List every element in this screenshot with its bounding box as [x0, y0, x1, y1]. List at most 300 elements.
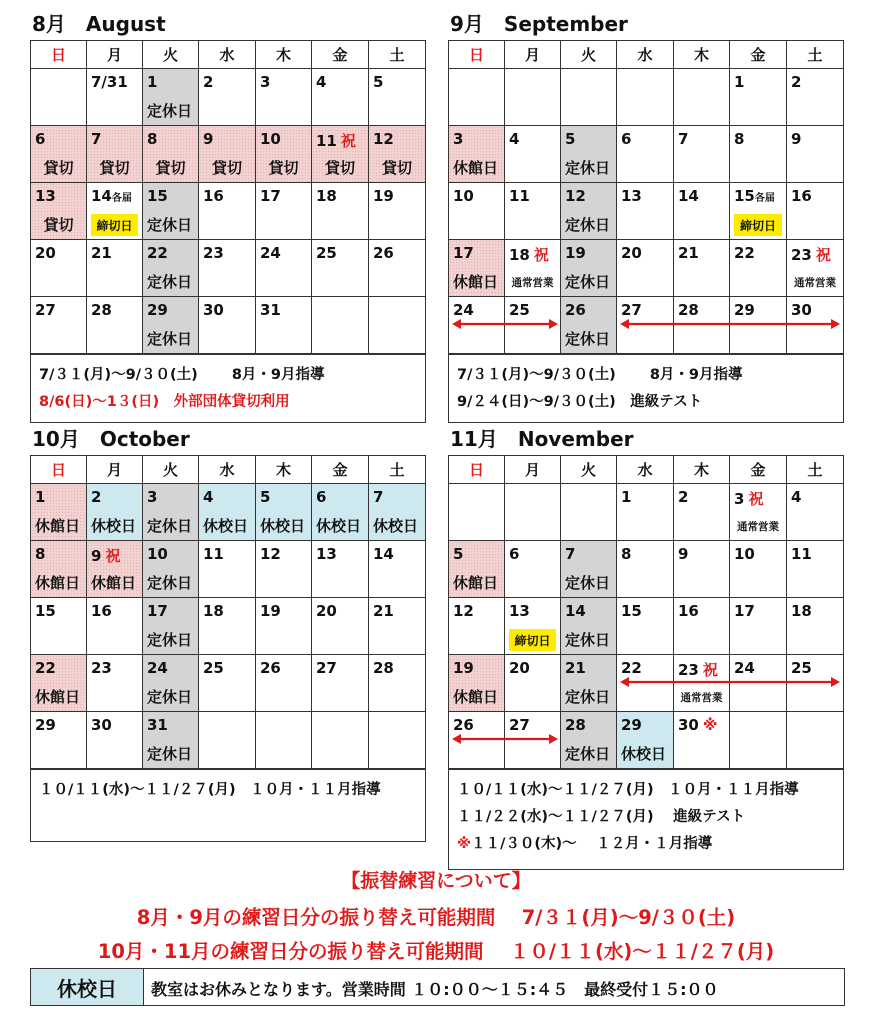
day-number [260, 187, 281, 205]
weekday-header: 日 [31, 41, 87, 69]
holiday-mark: 祝 [815, 246, 831, 264]
day-number-text: 25 [203, 659, 224, 677]
day-number [91, 488, 101, 506]
day-number [316, 602, 337, 620]
day-status-label: 定休日 [147, 574, 193, 592]
day-number [91, 73, 128, 91]
day-cell [199, 712, 256, 769]
day-number-text: 26 [373, 244, 394, 262]
day-number-text: 24 [734, 659, 755, 677]
day-number-text: 9 [91, 547, 102, 565]
test-period-arrow [452, 318, 558, 330]
day-status-label: 貸切 [99, 159, 130, 177]
day-status-label: 貸切 [324, 159, 355, 177]
day-number-text: 7 [565, 545, 576, 563]
day-number-text: 11 [316, 132, 337, 150]
day-cell [561, 126, 617, 183]
day-number-text: 26 [565, 301, 586, 319]
day-number [147, 73, 157, 91]
day-number-text: 27 [316, 659, 337, 677]
day-number [453, 602, 474, 620]
day-number-text: 28 [91, 301, 112, 319]
month-title: 11月 November [450, 427, 634, 451]
month-calendar [448, 40, 844, 423]
day-status-label: 定休日 [147, 330, 193, 348]
day-cell [31, 655, 87, 712]
day-cell [199, 484, 256, 541]
day-cell [31, 240, 87, 297]
day-status-label: 定休日 [147, 688, 193, 706]
day-number [147, 130, 157, 148]
day-status-label: 休校日 [203, 517, 249, 535]
weekday-header: 水 [617, 456, 674, 484]
day-number-text: 24 [260, 244, 281, 262]
day-number [35, 716, 56, 734]
day-cell [674, 541, 730, 598]
day-number [621, 716, 642, 734]
day-status-label: 休校日 [621, 745, 667, 763]
day-number-text: 11 [203, 545, 224, 563]
note-line: １１/２２(水)～１１/２７(月) 進級テスト [457, 809, 746, 825]
day-number-text: 16 [91, 602, 112, 620]
day-number-text: 23 [678, 661, 699, 679]
deadline-note: 各届 [111, 193, 132, 204]
weekday-header: 月 [505, 41, 561, 69]
day-number-text: 4 [509, 130, 520, 148]
day-number [203, 301, 224, 319]
day-number-text: 15 [734, 187, 755, 205]
day-status-label: 休館日 [453, 688, 499, 706]
day-number-text: 14 [373, 545, 394, 563]
day-number-text: 21 [91, 244, 112, 262]
day-number [373, 244, 394, 262]
day-number [453, 716, 474, 734]
day-number [621, 187, 642, 205]
day-cell [87, 126, 143, 183]
day-number-text: 1 [734, 73, 745, 91]
note-mark: ※ [702, 716, 718, 734]
day-number [565, 602, 586, 620]
day-number [621, 488, 631, 506]
day-cell [31, 712, 87, 769]
day-number-text: 14 [91, 187, 112, 205]
day-cell [505, 655, 561, 712]
day-cell [617, 598, 674, 655]
day-cell [787, 69, 843, 126]
day-cell [256, 126, 312, 183]
day-number [203, 73, 213, 91]
day-number [35, 488, 45, 506]
month-title: 8月 August [32, 12, 166, 36]
deadline-badge: 締切日 [91, 214, 138, 236]
day-number [791, 488, 801, 506]
day-cell [730, 598, 787, 655]
note-text: １１/３０(木)～ １２月・１月指導 [471, 836, 713, 852]
day-cell [312, 69, 369, 126]
day-number [260, 130, 281, 148]
day-status-label: 貸切 [268, 159, 299, 177]
day-number [203, 659, 224, 677]
day-number-text: 18 [509, 246, 530, 264]
day-cell [369, 126, 425, 183]
day-number [509, 659, 530, 677]
weekday-header: 土 [787, 41, 843, 69]
month-calendar [448, 455, 844, 870]
day-number-text: 9 [203, 130, 214, 148]
makeup-period-oct-nov: 10月・11月の練習日分の振り替え可能期間 １０/１１(水)～１１/２７(月) [97, 940, 775, 963]
day-number [91, 187, 132, 205]
day-number [678, 488, 688, 506]
test-period-arrow [620, 318, 840, 330]
day-number [316, 488, 326, 506]
day-number [565, 716, 586, 734]
day-number-text: 16 [678, 602, 699, 620]
weekday-header: 木 [674, 456, 730, 484]
regular-hours-label: 通常営業 [511, 277, 554, 289]
day-number-text: 15 [621, 602, 642, 620]
day-number [203, 187, 224, 205]
day-number-text: 13 [35, 187, 56, 205]
weekday-header: 水 [199, 41, 256, 69]
day-number-text: 25 [316, 244, 337, 262]
day-number [565, 130, 575, 148]
day-status-label: 貸切 [155, 159, 186, 177]
day-cell [143, 541, 199, 598]
day-number-text: 21 [565, 659, 586, 677]
day-number [734, 244, 755, 262]
day-number [35, 659, 56, 677]
day-number-text: 10 [260, 130, 281, 148]
day-number-text: 27 [621, 301, 642, 319]
day-cell [256, 598, 312, 655]
weekday-header: 金 [730, 456, 787, 484]
day-cell [31, 541, 87, 598]
note-line: １０/１１(水)～１１/２７(月) １０月・１１月指導 [39, 782, 381, 798]
day-cell [449, 240, 505, 297]
day-number-text: 20 [621, 244, 642, 262]
day-cell [787, 240, 843, 297]
day-number [734, 130, 744, 148]
day-number-text: 27 [35, 301, 56, 319]
day-number [373, 73, 383, 91]
day-number [734, 73, 744, 91]
day-number-text: 2 [91, 488, 102, 506]
day-cell [31, 183, 87, 240]
day-cell [561, 240, 617, 297]
day-cell [312, 126, 369, 183]
day-cell [505, 126, 561, 183]
day-number [203, 488, 213, 506]
day-cell [312, 297, 369, 354]
deadline-note: 各届 [754, 193, 775, 204]
day-cell [199, 183, 256, 240]
day-number [621, 301, 642, 319]
day-number [35, 602, 56, 620]
day-number [509, 301, 530, 319]
day-status-label: 定休日 [565, 631, 611, 649]
day-number [791, 659, 812, 677]
day-cell [617, 126, 674, 183]
day-number-text: 10 [147, 545, 168, 563]
day-cell [199, 598, 256, 655]
day-cell [87, 183, 143, 240]
weekday-header: 火 [143, 41, 199, 69]
legend-description: 教室はお休みとなります。営業時間 １０:００～１５:４５ 最終受付１５:００ [151, 980, 719, 999]
day-cell [505, 484, 561, 541]
day-status-label: 貸切 [43, 159, 74, 177]
day-number [91, 545, 120, 566]
note-line: 7/３１(月)～9/３０(土) 8月・9月指導 [457, 367, 743, 383]
day-number [791, 545, 812, 563]
day-number [316, 73, 326, 91]
day-cell [143, 126, 199, 183]
day-number-text: 9 [791, 130, 802, 148]
note-line: 8/6(日)～1３(日) 外部団体貸切利用 [39, 394, 290, 410]
weekday-header: 月 [505, 456, 561, 484]
day-status-label: 定休日 [565, 745, 611, 763]
day-number [509, 602, 530, 620]
day-status-label: 休館日 [453, 574, 499, 592]
day-status-label: 休校日 [373, 517, 419, 535]
note-line [457, 832, 712, 853]
day-number-text: 20 [35, 244, 56, 262]
day-number [316, 244, 337, 262]
day-number-text: 5 [565, 130, 576, 148]
day-number [316, 545, 337, 563]
regular-hours-label: 通常営業 [680, 692, 723, 704]
day-cell [674, 598, 730, 655]
day-number-text: 3 [260, 73, 271, 91]
day-number-text: 2 [678, 488, 689, 506]
day-number [453, 659, 474, 677]
day-number-text: 4 [316, 73, 327, 91]
day-number [35, 301, 56, 319]
day-number-text: 19 [373, 187, 394, 205]
day-cell [199, 655, 256, 712]
day-cell [369, 655, 425, 712]
day-number-text: 4 [203, 488, 214, 506]
day-cell [312, 655, 369, 712]
day-cell [143, 712, 199, 769]
day-number [147, 488, 157, 506]
day-number-text: 20 [316, 602, 337, 620]
day-cell [449, 655, 505, 712]
month-notes [31, 769, 425, 841]
day-status-label: 休館日 [35, 574, 81, 592]
day-number-text: 12 [260, 545, 281, 563]
weekday-header: 火 [561, 41, 617, 69]
day-number-text: 1 [621, 488, 632, 506]
weekday-header: 木 [256, 456, 312, 484]
day-cell [787, 126, 843, 183]
month-title: 10月 October [32, 427, 190, 451]
holiday-mark: 祝 [533, 246, 549, 264]
day-number-text: 6 [316, 488, 327, 506]
day-cell [505, 69, 561, 126]
day-number-text: 7 [373, 488, 384, 506]
day-status-label: 定休日 [147, 102, 193, 120]
day-cell [505, 541, 561, 598]
day-number [91, 716, 112, 734]
day-status-label: 定休日 [565, 273, 611, 291]
day-status-label: 休館日 [453, 159, 499, 177]
weekday-header: 水 [199, 456, 256, 484]
day-number-text: 29 [734, 301, 755, 319]
day-number-text: 23 [91, 659, 112, 677]
day-cell [143, 598, 199, 655]
day-cell [143, 484, 199, 541]
day-cell [449, 484, 505, 541]
holiday-mark: 祝 [748, 490, 764, 508]
day-cell [87, 541, 143, 598]
day-number-text: 28 [678, 301, 699, 319]
day-cell [312, 183, 369, 240]
day-cell [449, 69, 505, 126]
day-number-text: 22 [35, 659, 56, 677]
day-number-text: 23 [791, 246, 812, 264]
test-period-arrow [452, 733, 558, 745]
month-notes [449, 354, 843, 422]
day-number [509, 130, 519, 148]
day-number [260, 488, 270, 506]
day-cell [312, 712, 369, 769]
day-number [509, 187, 530, 205]
day-number [373, 187, 394, 205]
day-cell [256, 69, 312, 126]
day-cell [561, 541, 617, 598]
day-cell [561, 655, 617, 712]
day-number-text: 17 [734, 602, 755, 620]
day-number-text: 5 [260, 488, 271, 506]
day-cell [505, 598, 561, 655]
day-cell [787, 484, 843, 541]
day-number [373, 488, 383, 506]
day-number-text: 8 [621, 545, 632, 563]
day-number [147, 301, 168, 319]
day-number-text: 24 [453, 301, 474, 319]
day-cell [561, 598, 617, 655]
day-cell [87, 484, 143, 541]
day-number-text: 26 [453, 716, 474, 734]
day-cell [730, 712, 787, 769]
day-cell [312, 240, 369, 297]
day-number [621, 545, 631, 563]
day-number-text: 2 [791, 73, 802, 91]
day-cell [617, 240, 674, 297]
day-cell [730, 484, 787, 541]
day-status-label: 貸切 [381, 159, 412, 177]
day-cell [730, 541, 787, 598]
day-number-text: 5 [373, 73, 384, 91]
day-number-text: 3 [453, 130, 464, 148]
day-cell [617, 183, 674, 240]
day-number [565, 301, 586, 319]
day-number [373, 659, 394, 677]
day-number-text: 20 [509, 659, 530, 677]
day-number [373, 602, 394, 620]
day-number [734, 545, 755, 563]
note-mark: ※ [457, 836, 472, 852]
day-cell [87, 712, 143, 769]
day-number-text: 30 [791, 301, 812, 319]
day-cell [199, 126, 256, 183]
day-cell [561, 183, 617, 240]
weekday-header: 月 [87, 41, 143, 69]
day-cell [449, 598, 505, 655]
day-number [678, 301, 699, 319]
day-number [734, 659, 755, 677]
day-cell [787, 541, 843, 598]
day-number-text: 25 [509, 301, 530, 319]
month-calendar [30, 40, 426, 423]
day-status-label: 定休日 [565, 688, 611, 706]
holiday-mark: 祝 [340, 132, 356, 150]
day-cell [256, 484, 312, 541]
day-number-text: 26 [260, 659, 281, 677]
holiday-mark: 祝 [702, 661, 718, 679]
day-number [91, 659, 112, 677]
day-number [260, 244, 281, 262]
day-status-label: 貸切 [43, 216, 74, 234]
day-cell [256, 541, 312, 598]
day-status-label: 貸切 [211, 159, 242, 177]
day-number [565, 545, 575, 563]
day-number [734, 602, 755, 620]
day-cell [143, 297, 199, 354]
day-number [35, 545, 45, 563]
day-cell [674, 183, 730, 240]
day-status-label: 定休日 [147, 631, 193, 649]
regular-hours-label: 通常営業 [794, 277, 836, 289]
day-cell [369, 69, 425, 126]
day-cell [143, 69, 199, 126]
day-number [91, 301, 112, 319]
day-number-text: 21 [678, 244, 699, 262]
day-cell [674, 712, 730, 769]
day-cell [369, 183, 425, 240]
day-number-text: 12 [453, 602, 474, 620]
day-number-text: 16 [203, 187, 224, 205]
day-number-text: 10 [734, 545, 755, 563]
day-number-text: 30 [203, 301, 224, 319]
day-cell [369, 598, 425, 655]
day-cell [87, 598, 143, 655]
day-number [91, 244, 112, 262]
day-cell [87, 655, 143, 712]
day-cell [312, 598, 369, 655]
day-number [678, 602, 699, 620]
day-number-text: 29 [147, 301, 168, 319]
day-cell [674, 484, 730, 541]
day-cell [256, 655, 312, 712]
day-cell [561, 712, 617, 769]
day-status-label: 休校日 [260, 517, 306, 535]
day-cell [256, 712, 312, 769]
weekday-header: 土 [369, 41, 425, 69]
day-number [621, 659, 642, 677]
day-cell [199, 297, 256, 354]
day-number [316, 130, 356, 151]
weekday-header: 火 [143, 456, 199, 484]
day-status-label: 定休日 [147, 745, 193, 763]
day-number [791, 244, 831, 265]
day-number [35, 187, 56, 205]
day-cell [31, 69, 87, 126]
day-cell [617, 712, 674, 769]
day-number [678, 545, 688, 563]
day-cell [199, 541, 256, 598]
day-cell [617, 484, 674, 541]
